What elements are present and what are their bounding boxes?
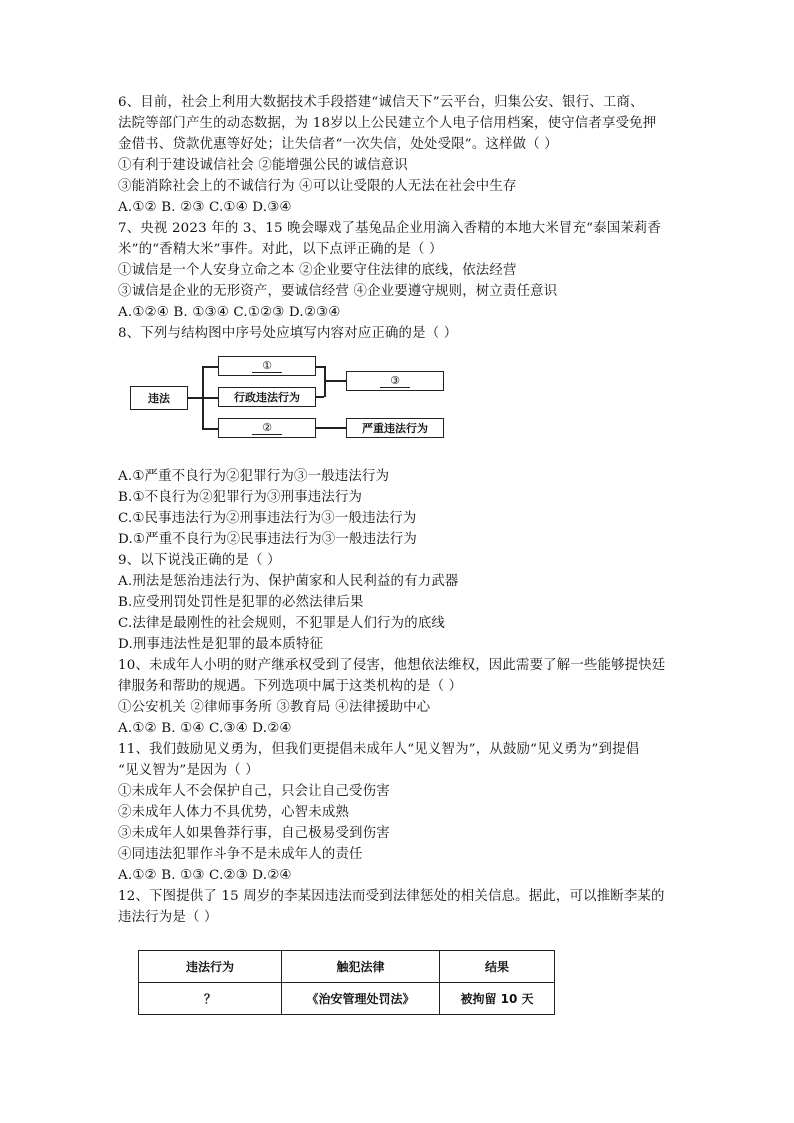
q6-line: 6、目前，社会上利用大数据技术手段搭建“诚信天下”云平台，归集公安、银行、工商、	[118, 95, 644, 110]
diagram-root-box: 违法	[130, 386, 188, 410]
question-9	[118, 550, 684, 655]
diagram-box-1: ①	[218, 356, 316, 376]
table-header-cell: 违法行为	[139, 951, 282, 983]
table-row	[139, 983, 555, 1015]
q9-option: A.刑法是惩治违法行为、保护菌家和人民利益的有力武器	[118, 574, 459, 589]
question-7	[118, 218, 684, 323]
q10-line: ①公安机关 ②律师事务所 ③教育局 ④法律援助中心	[118, 700, 431, 715]
q12-line: 12、下图提供了 15 周岁的李某因违法而受到法律惩处的相关信息。据此，可以推断李某的	[118, 889, 665, 904]
table-cell: 被拘留 10 天	[440, 983, 555, 1015]
q8-option: A.①严重不良行为②犯罪行为③一般违法行为	[118, 469, 390, 484]
question-6	[118, 92, 684, 218]
diagram-box-2: ②	[218, 418, 316, 438]
q8-stem: 8、下列与结构图中序号处应填写内容对应正确的是（ ）	[118, 326, 458, 341]
q11-line: “见义智为”是因为（ ）	[118, 763, 259, 778]
q11-line: ②未成年人体力不具优势，心智未成熟	[118, 805, 350, 820]
q11-line: ①未成年人不会保护自己，只会让自己受伤害	[118, 784, 390, 799]
q6-line: 金借书、贷款优惠等好处；让失信者“一次失信，处处受限”。这样做（ ）	[118, 137, 558, 152]
q10-line: 10、未成年人小明的财产继承权受到了侵害，他想依法维权，因此需要了解一些能够提快廷	[118, 658, 666, 673]
q7-line: 米”的“香精大米”事件。对此，以下点评正确的是（ ）	[118, 242, 443, 257]
structure-diagram	[118, 350, 684, 458]
q7-line: ③诚信是企业的无形资产，要诚信经营 ④企业要遵守规则，树立责任意识	[118, 284, 558, 299]
q11-line: ③未成年人如果鲁莽行事，自己极易受到伤害	[118, 826, 390, 841]
table-header-cell: 结果	[440, 951, 555, 983]
q12-table	[138, 950, 555, 1015]
table-header-row	[139, 951, 555, 983]
q7-line: 7、央视 2023 年的 3、15 晚会曝戏了基兔品企业用滴入香精的本地大米冒充“泰国茉莉香	[118, 221, 662, 236]
table-cell: 《治安管理处罚法》	[282, 983, 440, 1015]
q7-line: ①诚信是一个人安身立命之本 ②企业要守住法律的底线，依法经营	[118, 263, 517, 278]
q6-line: ③能消除社会上的不诚信行为 ④可以让受限的人无法在社会中生存	[118, 179, 517, 194]
table-header-cell: 触犯法律	[282, 951, 440, 983]
q6-line: 法院等部门产生的动态数据，为 18岁以上公民建立个人电子信用档案，使守信者享受免押	[118, 116, 657, 131]
q10-line: 律服务和帮助的规遇。下列选项中属于这类机构的是（ ）	[118, 679, 463, 694]
question-8	[118, 323, 684, 550]
q6-options: A.①② B. ②③ C.①④ D.③④	[118, 200, 292, 215]
q6-line: ①有利于建设诚信社会 ②能增强公民的诚信意识	[118, 158, 408, 173]
q8-option: D.①严重不良行为②民事违法行为③一般违法行为	[118, 532, 417, 547]
q9-stem: 9、以下说浅正确的是（ ）	[118, 553, 281, 568]
q11-options: A.①② B. ①③ C.②③ D.②④	[118, 868, 292, 883]
q12-table-wrap	[118, 950, 684, 1030]
q12-line: 违法行为是（ ）	[118, 910, 218, 925]
q11-line: 11、我们鼓励见义勇为，但我们更提倡未成年人“见义智为”，从鼓励“见义勇为”到提倡	[118, 742, 640, 757]
q9-option: B.应受刑罚处罚性是犯罪的必然法律后果	[118, 595, 364, 610]
question-10	[118, 655, 684, 739]
q7-options: A.①②④ B. ①③④ C.①②③ D.②③④	[118, 305, 341, 320]
diagram-box-3: ③	[346, 371, 444, 391]
question-11	[118, 739, 684, 886]
diagram-box-serious: 严重违法行为	[346, 418, 444, 438]
q9-option: D.刑事违法性是犯罪的最本质特征	[118, 637, 324, 652]
diagram-box-admin: 行政违法行为	[218, 387, 316, 407]
question-12	[118, 886, 684, 1030]
q9-option: C.法律是最刚性的社会规则，不犯罪是人们行为的底线	[118, 616, 446, 631]
q10-options: A.①② B. ①④ C.③④ D.②④	[118, 721, 292, 736]
q8-option: C.①民事违法行为②刑事违法行为③一般违法行为	[118, 511, 417, 526]
exam-page	[118, 92, 684, 1030]
q8-option: B.①不良行为②犯罪行为③刑事违法行为	[118, 490, 363, 505]
q11-line: ④同违法犯罪作斗争不是未成年人的责任	[118, 847, 363, 862]
table-cell: ？	[139, 983, 282, 1015]
